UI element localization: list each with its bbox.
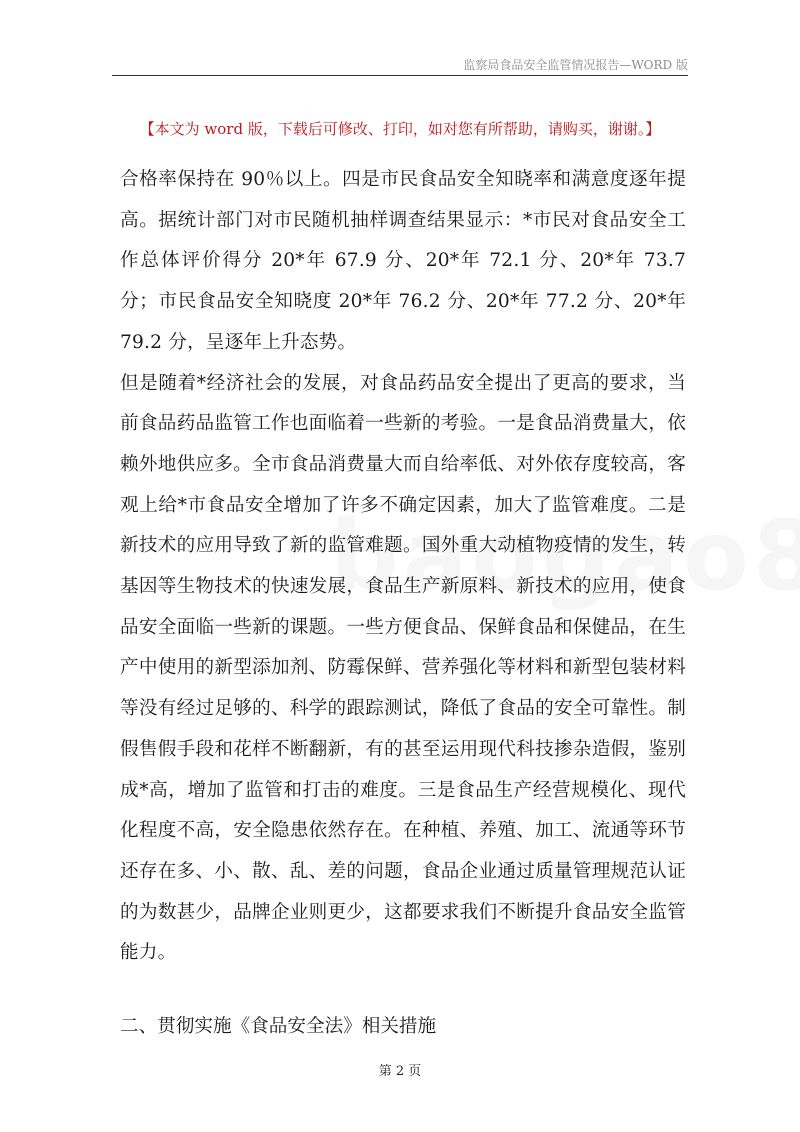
header-divider <box>112 75 688 76</box>
download-notice: 【本文为 word 版，下载后可修改、打印，如对您有所帮助，请购买，谢谢。】 <box>139 120 661 138</box>
page-number: 第 2 页 <box>378 1064 422 1079</box>
document-header-title: 监察局食品安全监管情况报告—WORD 版 <box>463 58 688 72</box>
paragraph-survey-results: 合格率保持在 90％以上。四是市民食品安全知晓率和满意度逐年提高。据统计部门对市民随机抽样调查结果显示：*市民对食品安全工作总体评价得分 20*年 67.9 分、20*年 72.1 分、20*年 73.7 分；市民食品安全知晓度 20*年 76.2 分、20*年 77.2 分、20*年 79.2 分，呈逐年上升态势。 <box>120 169 686 353</box>
document-body <box>120 160 686 974</box>
section-heading: 二、贯彻实施《食品安全法》相关措施 <box>120 1016 437 1037</box>
paragraph-challenges: 但是随着*经济社会的发展，对食品药品安全提出了更高的要求，当前食品药品监管工作也面临着一些新的考验。一是食品消费量大，依赖外地供应多。全市食品消费量大而自给率低、对外依存度较高，客观上给*市食品安全增加了许多不确定因素，加大了监管难度。二是新技术的应用导致了新的监管难题。国外重大动植物疫情的发生，转基因等生物技术的快速发展，食品生产新原料、新技术的应用，使食品安全面临一些新的课题。一些方便食品、保鲜食品和保健品，在生产中使用的新型添加剂、防霉保鲜、营养强化等材料和新型包装材料等没有经过足够的、科学的跟踪测试，降低了食品的安全可靠性。制假售假手段和花样不断翻新，有的甚至运用现代科技掺杂造假，鉴别成*高，增加了监管和打击的难度。三是食品生产经营规模化、现代化程度不高，安全隐患依然存在。在种植、养殖、加工、流通等环节还存在多、小、散、乱、差的问题，食品企业通过质量管理规范认证的为数甚少，品牌企业则更少，这都要求我们不断提升食品安全监管能力。 <box>120 372 686 964</box>
